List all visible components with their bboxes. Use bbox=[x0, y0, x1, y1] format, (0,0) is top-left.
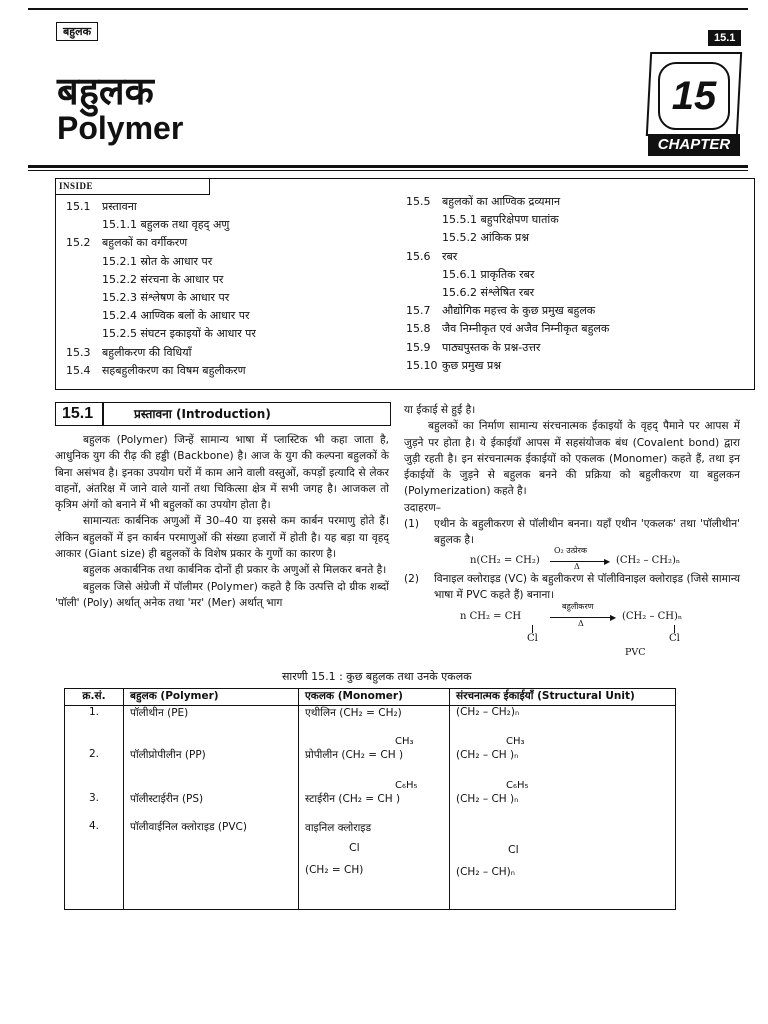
cell-serial: 2. bbox=[65, 736, 124, 780]
contents-entry-text: बहुलकों का वर्गीकरण bbox=[102, 236, 188, 250]
contents-entry bbox=[66, 216, 256, 234]
top-rule bbox=[28, 8, 748, 10]
example-text: विनाइल क्लोराइड (VC) के बहुलीकरण से पॉलीविनाइल क्लोराइड (जिसे सामान्य भाषा में PVC कहते हैं) बनाना। bbox=[434, 572, 740, 601]
contents-entry bbox=[66, 344, 256, 362]
paragraph: बहुलक (Polymer) जिन्हें सामान्य भाषा में प्लास्टिक भी कहा जाता है, आधुनिक युग की रीढ़ की हड्डी (Backbone) है। आज के युग की कल्पना बहुलकों के बिना असंभव है। इनका उपयोग घरों में काम आने वाली वस्तुओं, कपड़ों इत्यादि से लेकर वाहनों, अंतरिक्ष में जाने वाले यानों तथा चिकित्सा क्षेत्र में सभी जगह है। आजकल तो कृत्रिम अंगों को बनाने में भी बहुलकों का उपयोग होता है। bbox=[55, 434, 389, 512]
equation-substituent: Cl bbox=[527, 633, 538, 645]
monomer-substituent: C₆H₅ bbox=[395, 779, 418, 791]
equation-pvc bbox=[404, 602, 740, 659]
column-header: क्र.सं. bbox=[65, 689, 124, 706]
contents-entry-text: 15.2.2 संरचना के आधार पर bbox=[102, 272, 224, 286]
section-heading bbox=[55, 402, 391, 426]
equation-heat: Δ bbox=[574, 561, 580, 571]
contents-entry-number: 15.4 bbox=[66, 363, 91, 377]
monomer-formula: (CH₂ = CH) bbox=[305, 863, 364, 876]
contents-entry bbox=[406, 211, 609, 229]
table-row bbox=[65, 820, 676, 910]
section-number: 15.1 bbox=[62, 405, 94, 422]
contents-entry bbox=[406, 339, 609, 357]
column-header: संरचनात्मक ईकाईयाँ (Structural Unit) bbox=[450, 689, 676, 706]
equation-condition: O₂ उत्प्रेरक bbox=[554, 545, 587, 555]
left-column bbox=[55, 432, 389, 611]
contents-entry bbox=[66, 234, 256, 252]
column-header: एकलक (Monomer) bbox=[299, 689, 450, 706]
contents-entry-number: 15.8 bbox=[406, 322, 431, 336]
example-text: एथीन के बहुलीकरण से पॉलीथीन बनना। यहाँ एथीन 'एकलक' तथा 'पॉलीथीन' बहुलक है। bbox=[434, 518, 740, 547]
monomer-formula: स्टाईरीन (CH₂ = CH ) bbox=[305, 792, 401, 805]
contents-entry-text: बहुलीकरण की विधियाँ bbox=[102, 345, 192, 359]
contents-entry-number: 15.7 bbox=[406, 304, 431, 318]
paragraph: बहुलक जिसे अंग्रेजी में पॉलीमर (Polymer) कहते है कि उत्पत्ति दो ग्रीक शब्दों 'पॉली' (Poly) अर्थात् अनेक तथा 'मर' (Mer) अर्थात् भाग bbox=[55, 580, 389, 609]
cell-monomer bbox=[299, 736, 450, 780]
contents-entry-text: जैव निम्नीकृत एवं अजैव निम्नीकृत बहुलक bbox=[442, 322, 610, 336]
contents-entry bbox=[66, 271, 256, 289]
contents-entry-number: 15.5 bbox=[406, 195, 431, 208]
example-number: (2) bbox=[404, 572, 420, 585]
table-row bbox=[65, 780, 676, 820]
cell-unit: (CH₂ – CH₂)ₙ bbox=[450, 706, 676, 736]
table-header-row bbox=[65, 689, 676, 706]
equation-reactant: n CH₂ = CH bbox=[460, 611, 522, 623]
contents-entry-text: 15.2.5 संघटन इकाइयों के आधार पर bbox=[102, 327, 256, 341]
section-title: प्रस्तावना (Introduction) bbox=[134, 407, 271, 421]
contents-entry-text: पाठ्यपुस्तक के प्रश्न-उत्तर bbox=[442, 340, 541, 354]
contents-entry bbox=[406, 284, 609, 302]
cell-polymer: पॉलीवाईनिल क्लोराइड (PVC) bbox=[124, 820, 299, 910]
chapter-title-hindi: बहुलक bbox=[57, 69, 154, 113]
reaction-arrow-head: ▶ bbox=[604, 556, 611, 566]
contents-entry bbox=[406, 193, 609, 211]
contents-entry-text: 15.1.1 बहुलक तथा वृहद् अणु bbox=[102, 218, 230, 232]
paragraph: बहुलकों का निर्माण सामान्य संरचनात्मक ईकाइयों के वृहद् पैमाने पर आपस में जुड़ने पर होता है। ये ईकाईयाँ आपस में सहसंयोजक बंध (Covalent bond) द्वारा जुड़ी रहती है। इन संरचनात्मक ईकाईयों को एकलक (Monomer) कहते हैं, तथा इन ईकाईयों के जुड़ने से बहुलक बनने की प्रक्रिया को बहुलीकरण या बहुलकन (Polymerization) कहते है। bbox=[404, 420, 740, 498]
contents-entry bbox=[66, 198, 256, 216]
contents-entry-text: 15.5.1 बहुपरिक्षेपण घातांक bbox=[442, 213, 559, 227]
table-caption: सारणी 15.1 : कुछ बहुलक तथा उनके एकलक bbox=[282, 670, 472, 683]
contents-right-column bbox=[406, 193, 609, 375]
paragraph: बहुलक अकार्बनिक तथा कार्बनिक दोनों ही प्रकार के अणुओं से मिलकर बनते है। bbox=[83, 564, 387, 577]
chapter-badge bbox=[648, 52, 740, 158]
monomer-substituent: CH₃ bbox=[395, 735, 414, 747]
contents-entry bbox=[66, 362, 256, 380]
right-column bbox=[404, 402, 740, 659]
contents-entry-text: रबर bbox=[442, 249, 458, 263]
chapter-label: CHAPTER bbox=[648, 134, 740, 156]
cell-monomer bbox=[299, 780, 450, 820]
contents-entry-text: 15.6.1 प्राकृतिक रबर bbox=[442, 267, 535, 281]
cell-unit bbox=[450, 780, 676, 820]
column-header: बहुलक (Polymer) bbox=[124, 689, 299, 706]
contents-entry bbox=[66, 289, 256, 307]
chapter-title-english: Polymer bbox=[57, 110, 184, 146]
contents-entry-text: प्रस्तावना bbox=[102, 200, 137, 213]
equation-polyethylene bbox=[404, 545, 740, 571]
contents-entry bbox=[66, 325, 256, 343]
equation-product: (CH₂ – CH)ₙ bbox=[622, 611, 683, 623]
contents-entry bbox=[406, 320, 609, 338]
contents-entry-number: 15.3 bbox=[66, 345, 91, 359]
example-number: (1) bbox=[404, 518, 420, 531]
contents-entry-text: औद्योगिक महत्त्व के कुछ प्रमुख बहुलक bbox=[442, 304, 596, 318]
equation-reactant: n(CH₂ = CH₂) bbox=[470, 554, 540, 566]
unit-substituent: Cl bbox=[508, 842, 519, 856]
cell-monomer bbox=[299, 820, 450, 910]
running-header-tag: बहुलक bbox=[56, 22, 98, 41]
unit-substituent: CH₃ bbox=[506, 735, 525, 747]
equation-substituent: Cl bbox=[669, 633, 680, 645]
bond-line bbox=[674, 625, 675, 633]
contents-entry-text: 15.2.3 संश्लेषण के आधार पर bbox=[102, 290, 230, 304]
contents-entry-number: 15.9 bbox=[406, 340, 431, 354]
reaction-arrow bbox=[550, 617, 614, 618]
unit-formula: (CH₂ – CH )ₙ bbox=[456, 792, 519, 805]
contents-entry bbox=[406, 229, 609, 247]
cell-unit bbox=[450, 820, 676, 910]
monomer-name: वाइनिल क्लोराइड bbox=[305, 821, 372, 834]
contents-entry bbox=[66, 253, 256, 271]
contents-entry-number: 15.10 bbox=[406, 358, 438, 372]
cell-serial: 3. bbox=[65, 780, 124, 820]
contents-entry-text: कुछ प्रमुख प्रश्न bbox=[442, 358, 502, 372]
header-rule bbox=[28, 165, 748, 168]
contents-entry bbox=[66, 307, 256, 325]
contents-entry-text: बहुलकों का आण्विक द्रव्यमान bbox=[442, 195, 561, 208]
header-rule-thin bbox=[28, 170, 748, 171]
cell-polymer: पॉलीस्टाईरीन (PS) bbox=[124, 780, 299, 820]
monomer-formula: प्रोपीलीन (CH₂ = CH ) bbox=[305, 748, 404, 761]
contents-entry-text: 15.6.2 संश्लेषित रबर bbox=[442, 285, 535, 299]
paragraph: सामान्यतः कार्बनिक अणुओं में 30–40 या इससे कम कार्बन परमाणु होते हैं। लेकिन बहुलकों में इन कार्बन परमाणुओं की संख्या हजारों में होती है। यह बड़ा या वृहद् आकार (Giant size) ही बहुलकों के विशेष प्रकार के गुणों का कारण है। bbox=[55, 515, 389, 561]
contents-entry-number: 15.2 bbox=[66, 236, 91, 250]
monomer-substituent: Cl bbox=[349, 840, 360, 854]
contents-left-column bbox=[66, 198, 256, 380]
contents-entry bbox=[406, 248, 609, 266]
contents-entry bbox=[406, 266, 609, 284]
equation-condition: बहुलीकरण bbox=[562, 602, 594, 612]
contents-entry-text: 15.2.4 आण्विक बलों के आधार पर bbox=[102, 309, 250, 323]
cell-polymer: पॉलीथीन (PE) bbox=[124, 706, 299, 736]
cell-unit bbox=[450, 736, 676, 780]
contents-entry-text: सहबहुलीकरण का विषम बहुलीकरण bbox=[102, 363, 246, 377]
product-name: PVC bbox=[625, 647, 646, 659]
section-divider bbox=[102, 403, 104, 425]
contents-entry-number: 15.6 bbox=[406, 249, 431, 263]
contents-entry-number: 15.1 bbox=[66, 200, 91, 213]
bond-line bbox=[532, 625, 533, 633]
contents-entry bbox=[406, 357, 609, 375]
contents-label: INSIDE bbox=[55, 178, 210, 195]
equation-heat: Δ bbox=[578, 619, 584, 629]
unit-formula: (CH₂ – CH )ₙ bbox=[456, 748, 519, 761]
unit-substituent: C₆H₅ bbox=[506, 779, 529, 791]
unit-formula: (CH₂ – CH)ₙ bbox=[456, 865, 515, 878]
example-item bbox=[404, 571, 740, 604]
contents-entry-text: 15.2.1 स्रोत के आधार पर bbox=[102, 254, 213, 268]
chapter-number: 15 bbox=[658, 62, 730, 130]
cell-monomer: एथीलिन (CH₂ = CH₂) bbox=[299, 706, 450, 736]
page-number: 15.1 bbox=[708, 30, 741, 46]
equation-product: (CH₂ – CH₂)ₙ bbox=[616, 554, 681, 566]
polymer-table bbox=[64, 688, 676, 910]
cell-polymer: पॉलीप्रोपीलीन (PP) bbox=[124, 736, 299, 780]
contents-entry bbox=[406, 302, 609, 320]
examples-label: उदाहरण– bbox=[404, 501, 442, 514]
contents-entry-text: 15.5.2 आंकिक प्रश्न bbox=[442, 231, 530, 245]
table-row bbox=[65, 736, 676, 780]
table-row bbox=[65, 706, 676, 736]
cell-serial: 4. bbox=[65, 820, 124, 910]
cell-serial: 1. bbox=[65, 706, 124, 736]
paragraph: या ईकाई से हुई है। bbox=[404, 404, 476, 416]
reaction-arrow-head: ▶ bbox=[610, 613, 617, 623]
